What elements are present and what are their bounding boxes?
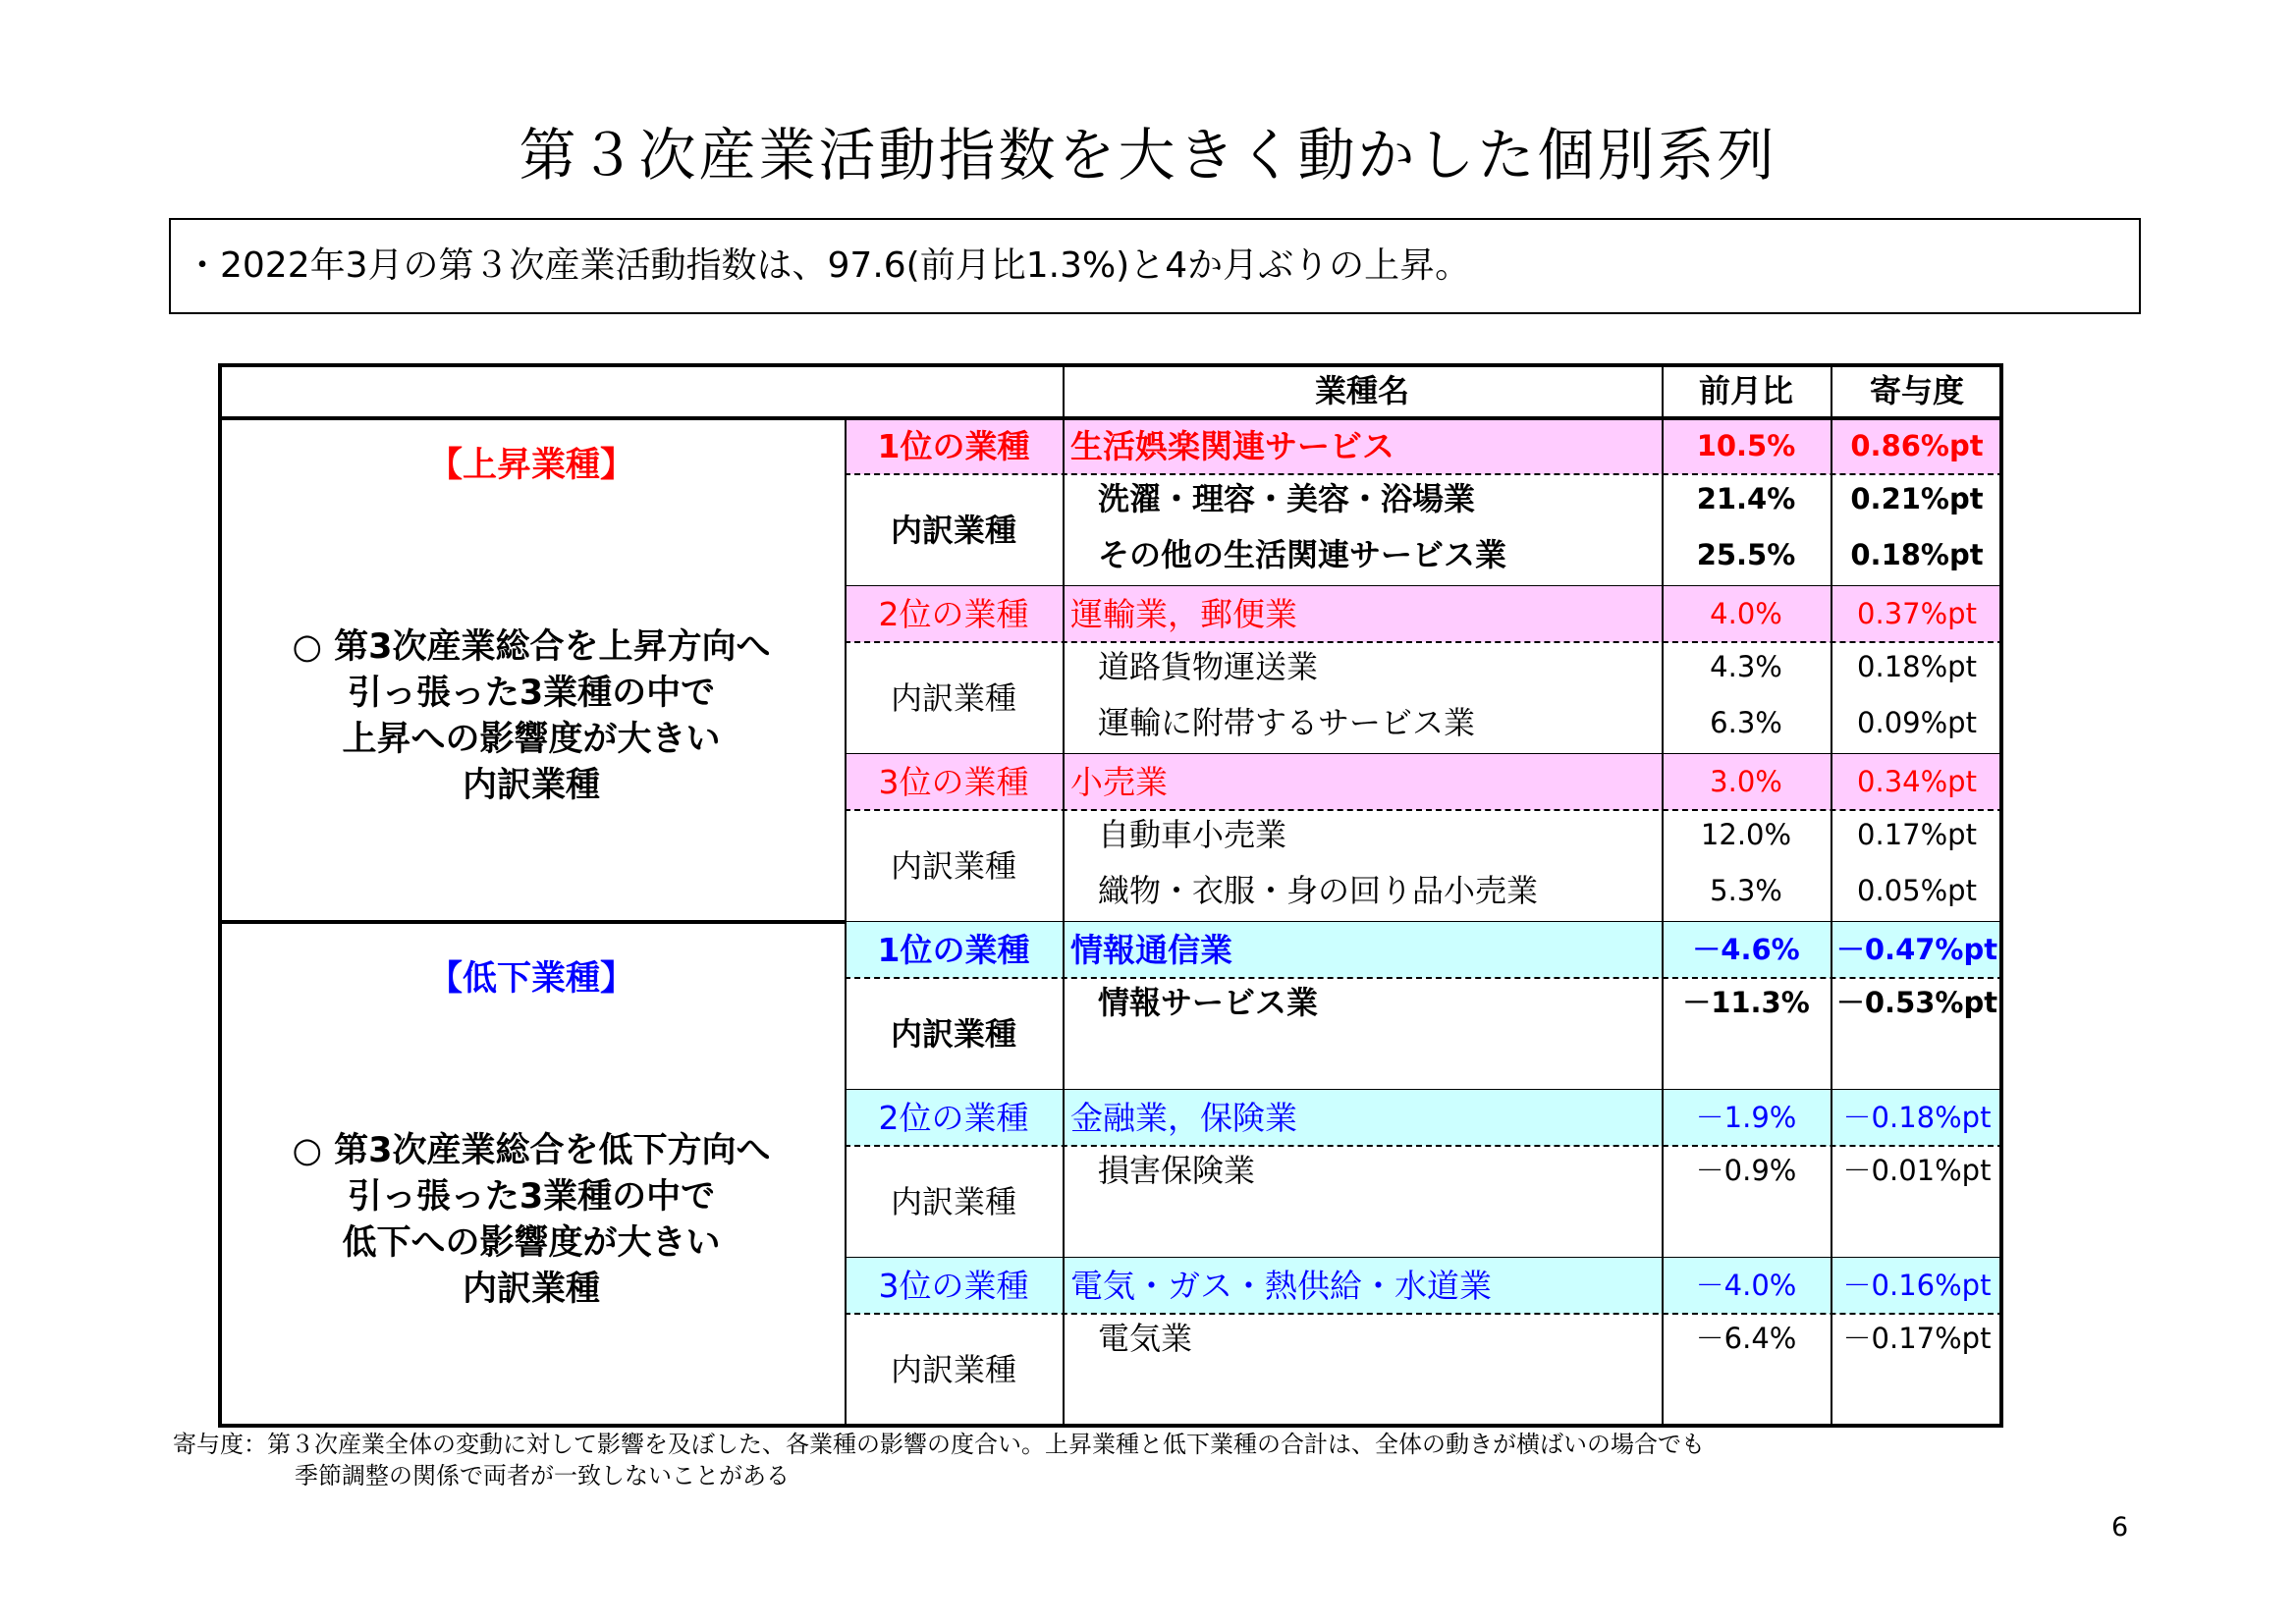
summary-box: ・2022年3月の第３次産業活動指数は、97.6(前月比1.3%)と4か月ぶりの上昇。 xyxy=(169,218,2141,314)
header-contrib: 寄与度 xyxy=(1869,372,1964,409)
fall-group-label: 【低下業種】 xyxy=(427,959,634,999)
fall-rank-label: 1位の業種 xyxy=(877,931,1030,969)
fall-industry-name: 情報通信業 xyxy=(1070,931,1232,969)
rise-sub-contrib: 0.18%pt xyxy=(1857,650,1977,683)
rise-sub-mom: 6.3% xyxy=(1710,706,1782,739)
rise-description-line: 上昇への影響度が大きい xyxy=(342,720,721,759)
rise-industry-mom: 10.5% xyxy=(1696,429,1796,462)
rise-sub-label: 内訳業種 xyxy=(890,847,1016,885)
fall-industry-name: 金融業，保険業 xyxy=(1070,1099,1297,1137)
rise-sub-label: 内訳業種 xyxy=(890,512,1016,549)
fall-industry-mom: －4.0% xyxy=(1695,1269,1797,1302)
rise-industry-name: 生活娯楽関連サービス xyxy=(1070,427,1394,465)
fall-sub-name: 損害保険業 xyxy=(1098,1152,1256,1189)
fall-sub-label: 内訳業種 xyxy=(890,1015,1016,1053)
rise-sub-name: その他の生活関連サービス業 xyxy=(1098,536,1507,573)
rise-group-description xyxy=(218,624,845,809)
rise-sub-contrib: 0.18%pt xyxy=(1850,538,1984,571)
table-right-border xyxy=(1999,363,2003,1426)
rise-industry-name: 小売業 xyxy=(1070,763,1168,801)
fall-sub-label: 内訳業種 xyxy=(890,1183,1016,1220)
footnote-line-1: 寄与度：第３次産業全体の変動に対して影響を及ぼした、各業種の影響の度合い。上昇業種と低下業種の合計は、全体の動きが横ばいの場合でも xyxy=(173,1431,1705,1458)
group-separator xyxy=(218,920,847,924)
rise-sub-mom: 12.0% xyxy=(1700,818,1792,851)
fall-sub-mom: －0.9% xyxy=(1695,1154,1797,1187)
rise-rank-label: 2位の業種 xyxy=(878,595,1029,633)
page-number: 6 xyxy=(2111,1512,2129,1543)
fall-industry-contrib: －0.16%pt xyxy=(1842,1269,1992,1302)
rise-group-label: 【上昇業種】 xyxy=(427,446,634,485)
page-title: 第３次産業活動指数を大きく動かした個別系列 xyxy=(519,122,1777,189)
rise-industry-name: 運輸業，郵便業 xyxy=(1070,595,1297,633)
fall-rank-label: 3位の業種 xyxy=(878,1267,1029,1305)
rise-sub-mom: 4.3% xyxy=(1710,650,1782,683)
rise-sub-mom: 25.5% xyxy=(1696,538,1796,571)
rise-sub-name: 道路貨物運送業 xyxy=(1098,648,1319,685)
fall-sub-contrib: －0.17%pt xyxy=(1842,1322,1992,1355)
fall-group-description xyxy=(218,1128,845,1313)
rise-sub-contrib: 0.17%pt xyxy=(1857,818,1977,851)
fall-description-line: 内訳業種 xyxy=(462,1270,600,1309)
header-mom: 前月比 xyxy=(1698,372,1793,409)
fall-sub-name: 情報サービス業 xyxy=(1098,984,1319,1021)
rise-industry-mom: 3.0% xyxy=(1710,765,1782,798)
header-bottom-border xyxy=(218,416,2003,420)
column-border xyxy=(845,418,847,1426)
fall-sub-contrib: －0.53%pt xyxy=(1835,986,1998,1019)
rise-industry-mom: 4.0% xyxy=(1710,597,1782,630)
rise-sub-contrib: 0.09%pt xyxy=(1857,706,1977,739)
rise-sub-name: 洗濯・理容・美容・浴場業 xyxy=(1098,480,1476,517)
rise-sub-name: 織物・衣服・身の回り品小売業 xyxy=(1098,872,1539,909)
rise-sub-mom: 5.3% xyxy=(1710,874,1782,907)
footnote xyxy=(173,1429,1705,1491)
fall-description-line: 低下への影響度が大きい xyxy=(342,1223,721,1263)
column-border xyxy=(1831,363,1832,1426)
rise-industry-contrib: 0.34%pt xyxy=(1857,765,1977,798)
rise-sub-contrib: 0.05%pt xyxy=(1857,874,1977,907)
fall-sub-label: 内訳業種 xyxy=(890,1351,1016,1388)
rise-description-line: 内訳業種 xyxy=(462,766,600,805)
table-top-border xyxy=(218,363,2003,367)
rise-sub-label: 内訳業種 xyxy=(890,679,1016,717)
rise-description-line: ○ 第3次産業総合を上昇方向へ xyxy=(292,627,771,667)
rise-rank-label: 3位の業種 xyxy=(878,763,1029,801)
column-border xyxy=(1063,363,1065,1426)
rise-sub-mom: 21.4% xyxy=(1696,482,1796,515)
rise-description-line: 引っ張った3業種の中で xyxy=(347,674,716,713)
footnote-line-2: 季節調整の関係で両者が一致しないことがある xyxy=(295,1462,790,1489)
rise-sub-name: 自動車小売業 xyxy=(1098,816,1287,853)
fall-description-line: 引っ張った3業種の中で xyxy=(347,1177,716,1217)
fall-industry-mom: －1.9% xyxy=(1695,1101,1797,1134)
rise-sub-name: 運輸に附帯するサービス業 xyxy=(1098,704,1476,741)
rise-sub-contrib: 0.21%pt xyxy=(1850,482,1984,515)
fall-industry-name: 電気・ガス・熱供給・水道業 xyxy=(1070,1267,1492,1305)
fall-sub-contrib: －0.01%pt xyxy=(1842,1154,1992,1187)
rise-rank-label: 1位の業種 xyxy=(877,427,1030,465)
fall-industry-mom: －4.6% xyxy=(1692,933,1800,966)
header-name: 業種名 xyxy=(1314,372,1409,409)
fall-rank-label: 2位の業種 xyxy=(878,1099,1029,1137)
column-border xyxy=(1662,363,1664,1426)
rise-industry-contrib: 0.86%pt xyxy=(1850,429,1984,462)
fall-sub-name: 電気業 xyxy=(1098,1320,1193,1357)
table-bottom-border xyxy=(218,1424,2003,1428)
fall-sub-mom: －6.4% xyxy=(1695,1322,1797,1355)
fall-industry-contrib: －0.18%pt xyxy=(1842,1101,1992,1134)
ranking-table xyxy=(218,363,2003,1418)
fall-sub-mom: －11.3% xyxy=(1682,986,1810,1019)
fall-industry-contrib: －0.47%pt xyxy=(1835,933,1998,966)
fall-description-line: ○ 第3次産業総合を低下方向へ xyxy=(292,1131,771,1170)
table-left-border xyxy=(218,363,222,1426)
rise-industry-contrib: 0.37%pt xyxy=(1857,597,1977,630)
